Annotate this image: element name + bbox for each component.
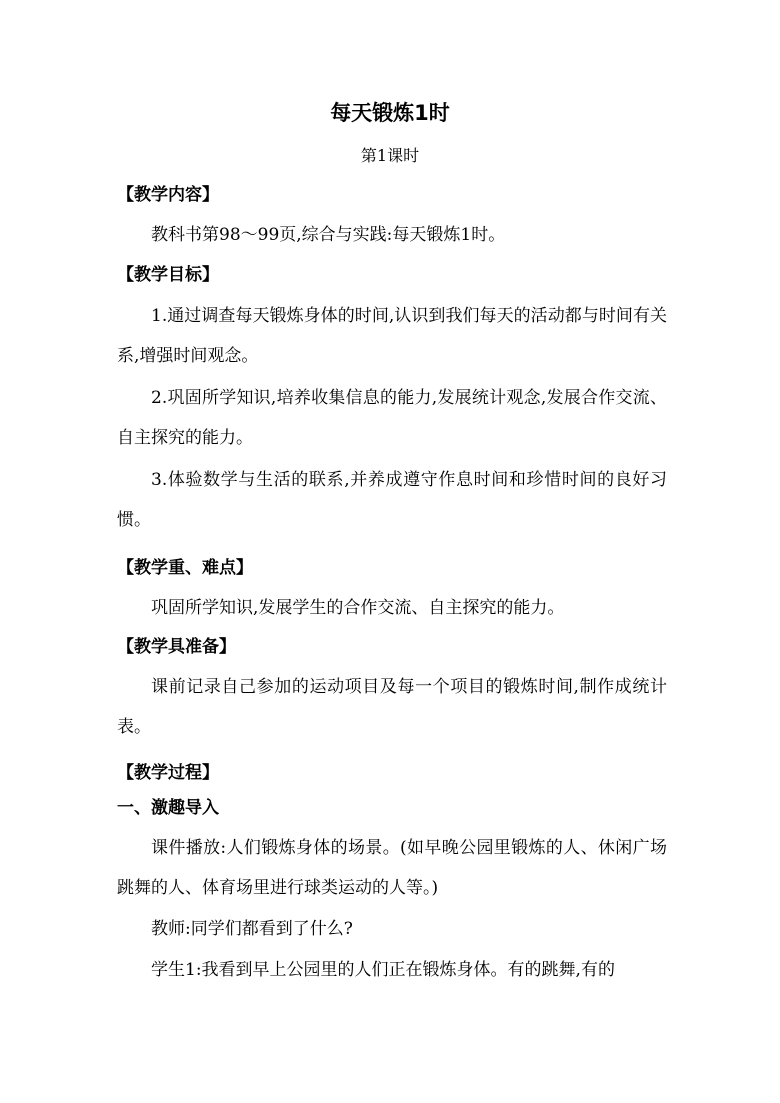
lesson-subtitle: 第1课时 <box>360 146 420 165</box>
section-heading-goals: 【教学目标】 <box>117 265 219 285</box>
process-sub-heading: 一、激趣导入 <box>117 798 219 818</box>
section-heading-preparation: 【教学具准备】 <box>117 637 236 657</box>
content-paragraph: 教科书第98～99页,综合与实践:每天锻炼1时。 <box>151 225 506 245</box>
key-points-paragraph: 巩固所学知识,发展学生的合作交流、自主探究的能力。 <box>151 598 565 618</box>
section-heading-key-points: 【教学重、难点】 <box>117 558 253 578</box>
preparation-paragraph: 课前记录自己参加的运动项目及每一个项目的锻炼时间,制作成统计表。 <box>117 677 667 737</box>
section-heading-process: 【教学过程】 <box>117 763 219 783</box>
goal-item-1: 1.通过调查每天锻炼身体的时间,认识到我们每天的活动都与时间有关系,增强时间观念。 <box>117 306 667 366</box>
page-title: 每天锻炼1时 <box>330 101 450 125</box>
process-paragraph-2: 教师:同学们都看到了什么? <box>151 919 353 939</box>
goal-item-2: 2.巩固所学知识,培养收集信息的能力,发展统计观念,发展合作交流、自主探究的能力。 <box>117 388 667 448</box>
process-paragraph-1: 课件播放:人们锻炼身体的场景。(如早晚公园里锻炼的人、休闲广场跳舞的人、体育场里进行球类运动的人等。) <box>117 838 667 898</box>
goal-item-3: 3.体验数学与生活的联系,并养成遵守作息时间和珍惜时间的良好习惯。 <box>117 470 667 530</box>
process-paragraph-3: 学生1:我看到早上公园里的人们正在锻炼身体。有的跳舞,有的 <box>151 960 615 980</box>
section-heading-content: 【教学内容】 <box>117 185 219 205</box>
